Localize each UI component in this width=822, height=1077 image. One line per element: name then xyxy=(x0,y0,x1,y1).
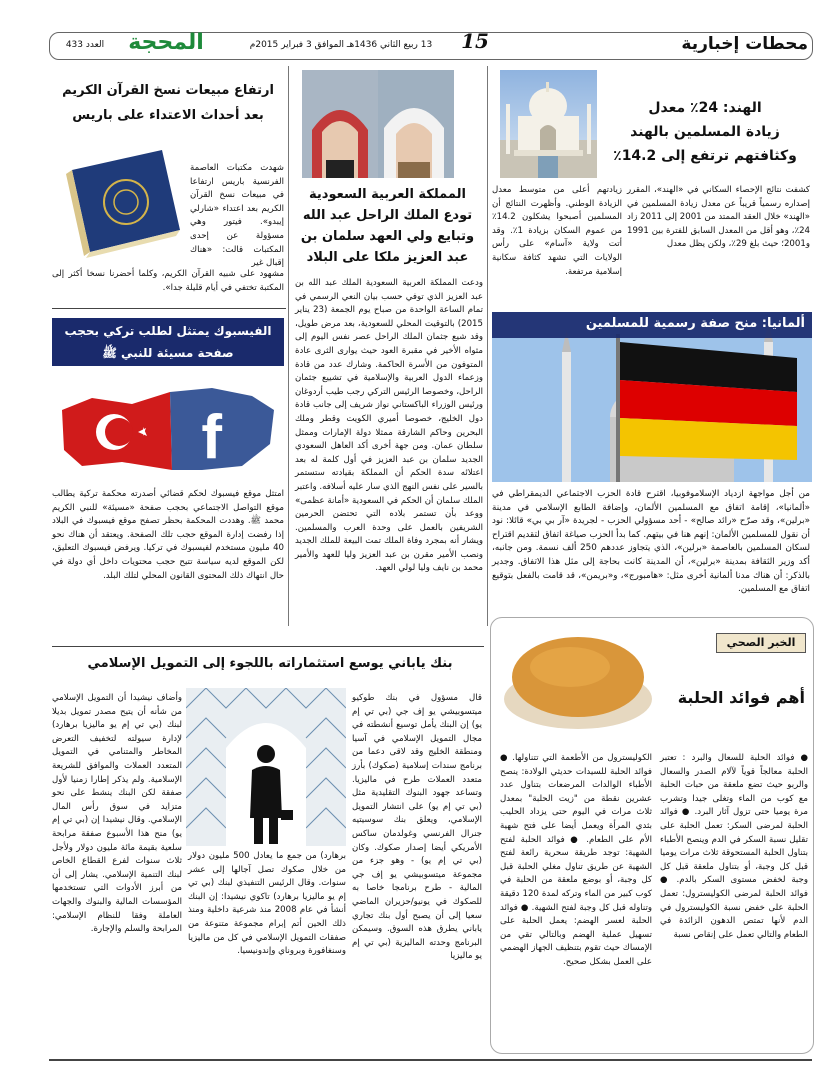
section-divider xyxy=(52,308,286,309)
magazine-logo: المحجة xyxy=(128,30,204,55)
quran-book-photo xyxy=(52,140,187,265)
column-divider xyxy=(288,66,289,626)
quran-body-narrow: شهدت مكتبات العاصمة الفرنسية باريس ارتفاعا في مبيعات نسخ القرآن الكريم بعد اعتداء «شارلي إيبدو». فيتور وهي مسؤولة عن إحدى المكتبات قالت: «هناك إقبال غير xyxy=(190,163,284,269)
india-body-col-1: كشفت نتائج الإحصاء السكاني في «الهند»، المقرر إصداره رسمياً قريباً عن معدل زيادة المسلمين في «الهند» خلال العقد الممتد من 2001 إلى 2011 زاد 24٪، وهو أقل من المعدل السابق للفترة بين 1991 و2001؛ حيث بلغ 29٪، ولكن يظل معدل xyxy=(627,185,810,250)
quran-title-line-2: بعد أحداث الاعتداء على باريس xyxy=(72,108,264,123)
health-body-col-left: الكوليسترول من الأطعمة التي تتناولها. ● فوائد الحلبة للسيدات حديثي الولادة: ينصح الأطباء الوالدات المرضعات بتناول عدد عشرين نقطة من "زيت الحلبة" بمعدل ثلاث مرات في اليوم حتى يزداد الحليب بثدي المرأة ويعمل أيضا على فتح شهية الأم على الطعام. ● فوائد الحلبة لفتح الشهية: توجد طريقة سحرية رائعة لفتح الشهية عن طريق تناول مغلي الحلبة قبل كل وجبة، أو بوضع ملعقة من الحلبة في كوب كبير من الماء وتركه لمدة 120 دقيقة وتناوله قبل كل وجبة لفتح الشهية. ● فوائد الحلبة لعسر الهضم: يعمل الحلبة على تسهيل عملية الهضم وبالتالي تقي من الإمساك حيث تقوم بتنظيف الجهاز الهضمي على العمل بشكل صحيح. xyxy=(500,753,652,967)
quran-title-line-1: ارتفاع مبيعات نسخ القرآن الكريم xyxy=(62,83,274,98)
issue-number: العدد 433 xyxy=(65,40,105,50)
germany-flag-mosque-photo xyxy=(492,312,812,482)
bank-title: بنك ياباني يوسع استثماراته باللجوء إلى التمويل الإسلامي xyxy=(87,656,453,671)
germany-body: من أجل مواجهة ازدياد الإسلاموفوبيا، اقترح قادة الحزب الاجتماعي الديمقراطي في «ألمانيا»، إقامة اتفاق مع المسلمين الألمان، وإضافة الطابع الإسلامي في مدينة «برلين»، وقد صرّح «رائد صالح» - أحد مسؤولي الحزب - لجريدة «آر بي بي» قائلا: نود أن نقول للمسلمين الألمان: إنهم هنا في بيتهم. كما بدأ الحزب صياغة اتفاق لتقديم اقتراح لسكان المسلمين بالعاصمة «برلين»، الذي يتجاوز عددهم 250 ألف نسمة. ومن جانبه، أكد وزير الثقافة بمدينة «برلين»، أن المدينة كانت بحاجة إلى مثل هذا الاتفاق. وجدير بالذكر: أن هناك مدنا ألمانية أخرى مثل: «هامبورج»، و«بريمن»، قد قامت بالفعل بتوقيع اتفاق مع المسلمين. xyxy=(492,489,811,595)
facebook-title-line-2: صفحة مسيئة للنبي ﷺ xyxy=(102,346,234,360)
saudi-title-line-3: وتبايع ولي العهد سلمان بن xyxy=(300,229,475,244)
fenugreek-seeds-photo xyxy=(500,625,655,735)
bank-body-col-2: برهارد) من جمع ما يعادل 500 مليون دولار من خلال صكوك تصل آجالها إلى عشر سنوات. وقال الرئيس التنفيذي لبنك (بي تي إم يو ماليزيا برهارد) تاكوي نيشيدا: إن البنك أنشأ في عام 2008 منذ شرعية داخلية ومنذ ذلك الحين أتم إبرام مجموعة متنوعة من صفقات التمويل الإسلامي في كل من ماليزيا وسنغافورة وبروناي وإندونيسيا. xyxy=(188,851,346,957)
saudi-body: ودعت المملكة العربية السعودية الملك عبد الله بن عبد العزيز الذي توفي حسب بيان النعي الرسمي في تمام الساعة الواحدة من صباح يوم الجمعة (23 يناير 2015) بالتوقيت المحلي للسعودية، بعد مرض طويل، وقد شيع جثمان الملك الراحل عصر نفس اليوم إلى مثواه الأخير في مقبرة العود حيث يوارى الثرى عادة المتوفون من الأسرة الحاكمة. وشارك عدد من قادة وزعماء الدول العربية والإسلامية في تشييع جثمان الراحل، وخصوصا الرئيس التركي رجب طيب أردوغان ورئيس الوزراء الباكستاني نواز شريف إلى جانب قادة دول الخليج، خصوصا أميري الكويت وقطر وملك البحرين وحاكم الشارقة ممثلا دولة الإمارات وممثل سلطان عمان. ومن جهة أخرى أكد العاهل السعودي الجديد سلمان بن عبد العزيز في أول كلمة له بعد اعتلائه سدة الحكم أن المملكة بقيادته ستستمر بالسير على نفس النهج الذي سار عليه أسلافه. واعتبر الملك سلمان أن الحكم في السعودية «أمانة عظمى» ووعد بأن تستمر بلاده التي تحتضن الحرمين الشريفين بالعمل على وحدة العرب والمسلمين. ويشار أنه بمجرد وفاة الملك تمت البيعة للملك الجديد ونصب الأمير مقرن بن عبد العزيز وليا للعهد والأمير محمد بن نايف وليا لولي العهد. xyxy=(295,278,483,574)
saudi-title xyxy=(290,184,485,268)
saudi-title-line-1: المملكة العربية السعودية xyxy=(309,187,466,202)
quran-title xyxy=(52,78,284,128)
health-label: الخبر الصحي xyxy=(716,633,806,653)
svg-text:f: f xyxy=(201,403,222,472)
section-divider xyxy=(52,646,484,647)
column-divider xyxy=(487,66,488,626)
footer-divider xyxy=(49,1059,812,1061)
taj-mahal-photo xyxy=(500,70,597,178)
saudi-title-line-4: عبد العزيز ملكا على البلاد xyxy=(306,250,469,265)
india-title-line-3: وكثافتهم ترتفع إلى 14.2٪ xyxy=(613,148,797,164)
germany-title: ألمانيا: منح صفة رسمية للمسلمين xyxy=(585,316,805,331)
turkey-facebook-map-graphic xyxy=(52,370,284,482)
facebook-body: امتثل موقع فيسبوك لحكم قضائي أصدرته محكمة تركية يطالب موقع التواصل الاجتماعي بحجب صفحة «مسيئة» للنبي الكريم محمد ﷺ. وهددت المحكمة بحظر تصفح موقع فيسبوك في البلاد إذا رفضت إدارة الموقع حجب تلك الصفحة. ويعتقد أن هناك نحو 40 مليون مستخدم لفيسبوك في تركيا. ويرفض فيسبوك التعليق، لكن الموقع لديه سياسة تتيح حجب محتويات داخل أي دولة في حال انتهاك ذلك المحتوى القانون المحلي لتلك البلد. xyxy=(52,489,284,581)
bank-body-col-1: قال مسؤول في بنك طوكيو ميتسوبيشي يو إف جي (بي تي إم يو) إن البنك يأمل توسيع أنشطته في مجال التمويل الإسلامي في آسيا ومنطقة الخليج وقد لاقى دعما من برنامج سندات إسلامية (صكوك) بأرز متعدد العملات طرح في ماليزيا. وتساعد جهود البنوك التقليدية مثل (بي تي إم يو) على انتشار التمويل الإسلامي، ويعلق بنك سوسيتيه جنرال الفرنسي وغولدمان ساكس الأمريكي أيضا إصدار صكوك. وكان (بي تي إم يو) - وهو جزء من مجموعة ميتسوبيشي يو إف جي المالية - طرح برنامجا خاصا به للصكوك في يونيو/حزيران الماضي سعيا إلى أن يصبح أول بنك تجاري ياباني يطرق هذه السوق. وسيمكن البرنامج وحدته الماليزية (بي تي إم يو ماليزيا xyxy=(352,693,482,962)
india-title-line-1: الهند: 24٪ معدل xyxy=(648,100,762,116)
businessman-arch-graphic xyxy=(186,688,346,846)
india-body-col-2: زيادتهم أعلى من متوسط معدل الزيادة الوطني. وأظهرت النتائج أن المسلمين أصبحوا يشكلون 14.2٪ من عموم السكان بزيادة 1٪. وقد أتت ولاية «آسام» على رأس الولايات التي تشهد كثافة سكانية إسلامية مرتفعة. xyxy=(492,185,622,277)
page-number: 15 xyxy=(461,29,489,53)
facebook-title xyxy=(52,320,284,364)
quran-body-wide: مشهود على شبيه القرآن الكريم، وكلما أحضرنا نسخا أكثر إلى المكتبة تختفي في أيام قليلة جدا». xyxy=(52,269,284,293)
saudi-kings-photo xyxy=(302,70,454,178)
bank-body-col-3: وأضاف نيشيدا أن التمويل الإسلامي من شأنه أن يتيح مصدر تمويل بديلا لبنك (بي تي إم يو ماليزيا برهارد) لإدارة سيولته لتخفيف التعرض المخاطر والمتنامي في التمويل المتعدد العملات والموافق للشريعة الإسلامية. ولم يذكر إطارا زمنيا لأول صفقة لكن البنك ينشط على نحو متزايد في سوق رأس المال الإسلامي. وقال نيشيدا إن (بي تي إم يو) منح هذا الأسبوع صفقة مرابحة سلعية بقيمة مائة مليون دولار ولأجل ثلاث سنوات لفرع القطاع الخاص لبنك التنمية الإسلامي. يشار إلى أن من أبرز الأدوات التي تستخدمها المؤسسات المالية والبنوك والجهات العاملة وفقا للنظام الإسلامي: المرابحة والسلم والإجارة. xyxy=(52,693,182,935)
saudi-title-line-2: تودع الملك الراحل عبد الله xyxy=(302,208,473,223)
health-body-col-right: ● فوائد الحلبة للسعال والبرد : تعتبر الحلبة معالجاً قوياً لآلام الصدر والسعال والربو حيث تضع ملعقة من حبات الحلبة مع كوب من الماء وتغلى جيدا وتشرب مرة يوميا حتى تزول آثار البرد. ● فوائد الحلبة لمرضى السكر: تعمل الحلبة على تقليل نسبة السكر في الدم وينصح الأطباء بتناول الحلبة المستحوقة ثلاث مرات يوميا قبل كل وجبة، أو بتناول ملعقة قبل كل وجبة لخفض مستوى السكر بالدم. ● فوائد الحلبة لمرضى الكوليسترول: تعمل الحلبة على خفض نسبة الكوليسترول في الدم لأنها تمتص الدهون الزائدة في الطعام والتالي تعمل على إنقاص نسبة xyxy=(660,753,808,940)
health-title: أهم فوائد الحلبة xyxy=(677,688,805,707)
date-line: 13 ربيع الثاني 1436هـ الموافق 3 فبراير 2015م xyxy=(249,40,433,50)
section-title: محطات إخبارية xyxy=(681,34,808,54)
india-title-line-2: زيادة المسلمين بالهند xyxy=(630,124,780,140)
india-title xyxy=(600,96,810,168)
facebook-title-line-1: الفيسبوك يمتثل لطلب تركي بحجب xyxy=(64,324,272,338)
